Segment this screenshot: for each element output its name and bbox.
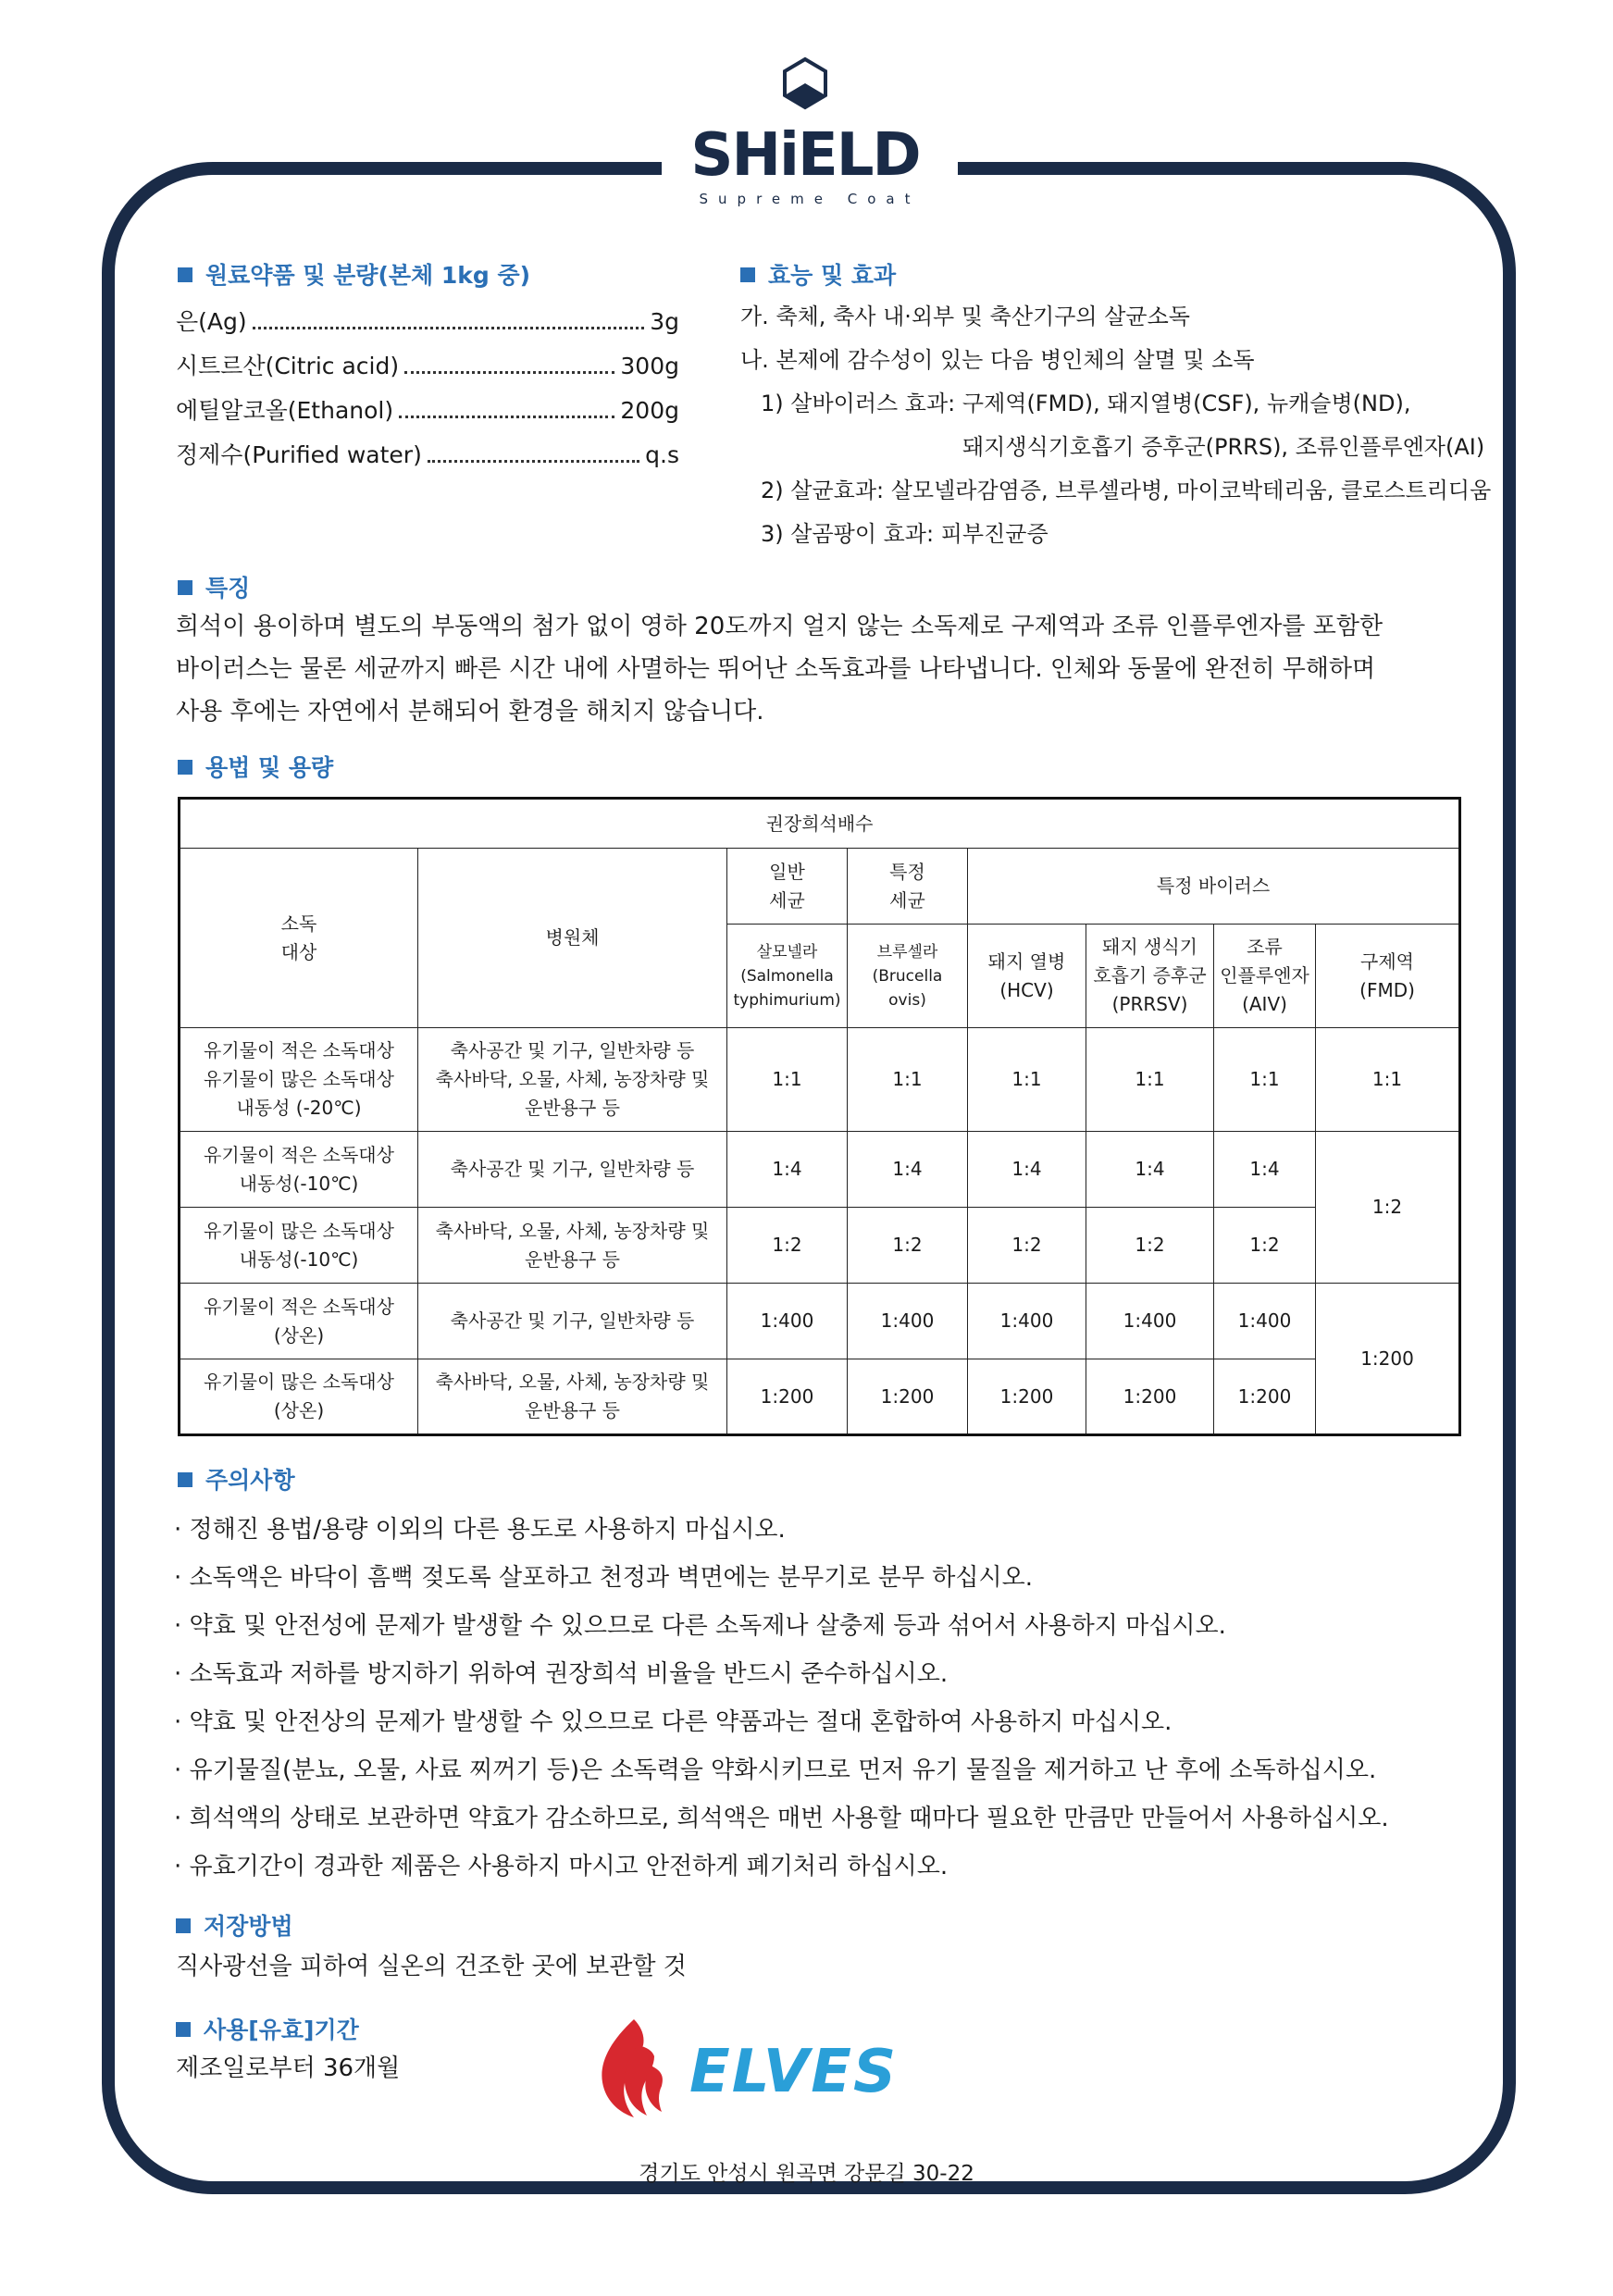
square-bullet-icon (740, 267, 755, 282)
storage-text: 직사광선을 피하여 실온의 건조한 곳에 보관할 것 (176, 1953, 687, 1980)
square-bullet-icon (178, 760, 192, 775)
square-bullet-icon (176, 1918, 191, 1933)
efficacy-title: 효능 및 효과 (740, 257, 896, 291)
ingredient-row: 은(Ag) 3g (176, 308, 679, 335)
brand-tagline: Supreme Coat (699, 191, 921, 207)
cautions-title: 주의사항 (178, 1462, 295, 1496)
ingredient-row: 정제수(Purified water) q.s (176, 441, 679, 468)
company-logo (597, 2017, 986, 2119)
table-row: 유기물이 적은 소독대상 (상온) 축사공간 및 기구, 일반차량 등 1:400 1:400 1:400 1:400 1:400 1:200 (180, 1284, 1460, 1359)
efficacy-line: 돼지생식기호흡기 증후군(PRRS), 조류인플루엔자(AI) (962, 434, 1485, 460)
specific-bacteria-header: 특정 세균 (848, 849, 968, 925)
shelf-life-title: 사용[유효]기간 (176, 2012, 359, 2045)
caution-item: · 희석액의 상태로 보관하면 약효가 감소하므로, 희석액은 매번 사용할 때마다 필요한 만큼만 만들어서 사용하십시오. (174, 1805, 1389, 1832)
table-row: 유기물이 적은 소독대상 유기물이 많은 소독대상 내동성 (-20℃) 축사공간 및 기구, 일반차량 등 축사바닥, 오물, 사체, 농장차량 및 운반용구 등 1:1 1:1 1:1 1:1 1:1 1:1 (180, 1028, 1460, 1132)
col-header-aiv: 조류 인플루엔자 (AIV) (1214, 925, 1316, 1028)
efficacy-line: 가. 축체, 축사 내·외부 및 축산기구의 살균소독 (740, 304, 1190, 329)
shelf-life-text: 제조일로부터 36개월 (176, 2054, 401, 2082)
square-bullet-icon (178, 267, 192, 282)
efficacy-line: 3) 살곰팡이 효과: 피부진균증 (761, 521, 1048, 547)
table-top-header: 권장희석배수 (180, 799, 1460, 849)
caution-item: · 약효 및 안전성에 문제가 발생할 수 있으므로 다른 소독제나 살충제 등과 섞어서 사용하지 마십시오. (174, 1612, 1226, 1640)
caution-item: · 약효 및 안전상의 문제가 발생할 수 있으므로 다른 약품과는 절대 혼합하여 사용하지 마십시오. (174, 1708, 1173, 1736)
square-bullet-icon (178, 580, 192, 595)
usage-title: 용법 및 용량 (178, 750, 333, 783)
col-header-salmonella: 살모넬라 (Salmonella typhimurium) (727, 925, 848, 1028)
col-header-fmd: 구제역 (FMD) (1316, 925, 1460, 1028)
fmd-merged-cell: 1:2 (1316, 1132, 1460, 1284)
ingredients-title: 원료약품 및 분량(본체 1kg 중) (178, 257, 530, 291)
brand-name: SHiELD (690, 121, 920, 190)
caution-item: · 유기물질(분뇨, 오물, 사료 찌꺼기 등)은 소독력을 약화시키므로 먼저 유기 물질을 제거하고 난 후에 소독하십시오. (174, 1756, 1377, 1784)
hexagon-icon (779, 56, 831, 122)
col-header-brucella: 브루셀라 (Brucella ovis) (848, 925, 968, 1028)
col-header-prrsv: 돼지 생식기 호흡기 증후군 (PRRSV) (1086, 925, 1214, 1028)
specific-virus-header: 특정 바이러스 (968, 849, 1460, 925)
square-bullet-icon (178, 1472, 192, 1487)
storage-title: 저장방법 (176, 1908, 293, 1942)
dosage-table (178, 797, 1461, 1436)
general-bacteria-header: 일반 세균 (727, 849, 848, 925)
company-name: ELVES (689, 2038, 899, 2106)
shield-logo (685, 56, 925, 207)
caution-item: · 유효기간이 경과한 제품은 사용하지 마시고 안전하게 폐기처리 하십시오. (174, 1853, 949, 1880)
flame-icon (602, 2019, 663, 2117)
fmd-merged-cell: 1:200 (1316, 1284, 1460, 1435)
efficacy-line: 2) 살균효과: 살모넬라감염증, 브루셀라병, 마이코박테리움, 클로스트리디움 (761, 478, 1492, 503)
features-title: 특징 (178, 570, 250, 603)
caution-item: · 소독효과 저하를 방지하기 위하여 권장희석 비율을 반드시 준수하십시오. (174, 1660, 949, 1688)
caution-item: · 소독액은 바닥이 흠뻑 젖도록 살포하고 천정과 벽면에는 분무기로 분무 하십시오. (174, 1564, 1034, 1592)
table-row: 유기물이 많은 소독대상 (상온) 축사바닥, 오물, 사체, 농장차량 및 운반용구 등 1:200 1:200 1:200 1:200 1:200 (180, 1359, 1460, 1435)
pathogen-header: 병원체 (418, 849, 727, 1028)
col-header-hcv: 돼지 열병 (HCV) (968, 925, 1086, 1028)
square-bullet-icon (176, 2022, 191, 2037)
company-address: 경기도 안성시 원곡면 강문길 30-22 (639, 2162, 974, 2186)
ingredient-row: 에틸알코올(Ethanol) 200g (176, 397, 679, 424)
efficacy-line: 나. 본제에 감수성이 있는 다음 병인체의 살멸 및 소독 (740, 347, 1255, 373)
table-row: 유기물이 많은 소독대상 내동성(-10℃) 축사바닥, 오물, 사체, 농장차량 및 운반용구 등 1:2 1:2 1:2 1:2 1:2 (180, 1208, 1460, 1284)
ingredient-row: 시트르산(Citric acid) 300g (176, 353, 679, 379)
table-row: 유기물이 적은 소독대상 내동성(-10℃) 축사공간 및 기구, 일반차량 등 1:4 1:4 1:4 1:4 1:4 1:2 (180, 1132, 1460, 1208)
efficacy-line: 1) 살바이러스 효과: 구제역(FMD), 돼지열병(CSF), 뉴캐슬병(ND), (761, 391, 1411, 416)
caution-item: · 정해진 용법/용량 이외의 다른 용도로 사용하지 마십시오. (174, 1516, 786, 1544)
target-header: 소독 대상 (180, 849, 418, 1028)
features-text: 희석이 용이하며 별도의 부동액의 첨가 없이 영하 20도까지 얼지 않는 소독제로 구제역과 조류 인플루엔자를 포함한 바이러스는 물론 세균까지 빠른 시간 내에 사멸하는 뛰어난 소독효과를 나타냅니다. 인체와 동물에 완전히 무해하며 사용 후에는 자연에서 분해되어 환경을 해치지 않습니다. (176, 613, 1383, 726)
